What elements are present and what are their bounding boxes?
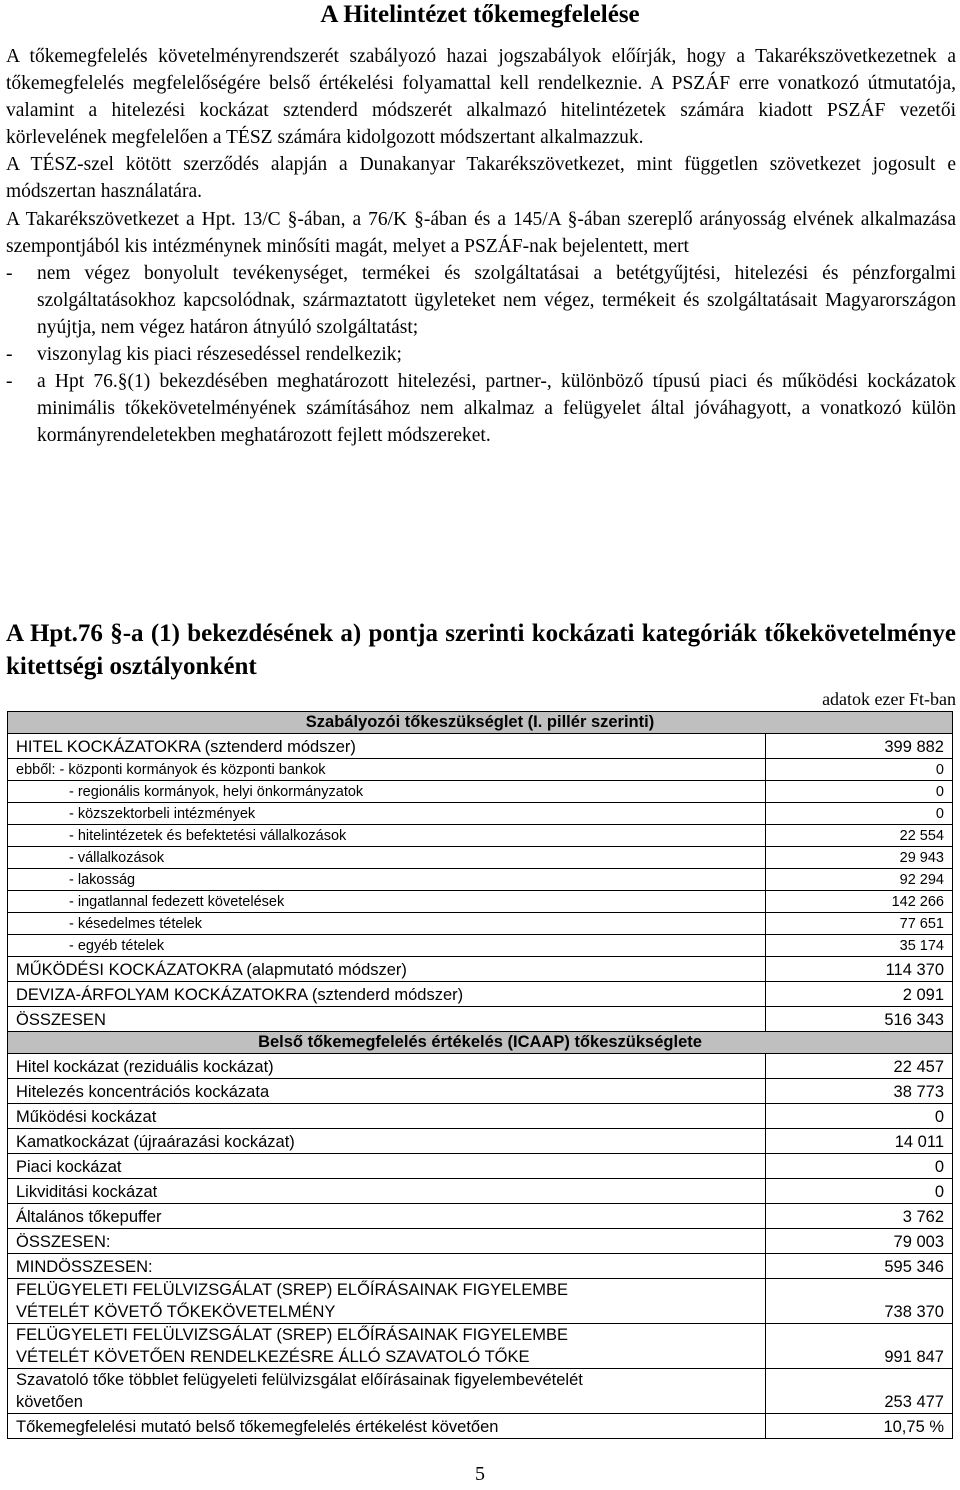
bullet-item (6, 341, 956, 368)
row-value: 77 651 (766, 913, 953, 935)
row-value: 0 (766, 803, 953, 825)
row-label: HITEL KOCKÁZATOKRA (sztenderd módszer) (8, 734, 766, 759)
row-label-line: VÉTELÉT KÖVETŐ TŐKEKÖVETELMÉNY (16, 1303, 336, 1321)
table-row (8, 1129, 953, 1154)
row-value: 22 457 (766, 1054, 953, 1079)
row-label: - közszektorbeli intézmények (8, 803, 766, 825)
row-label: Piaci kockázat (8, 1154, 766, 1179)
row-value: 92 294 (766, 869, 953, 891)
row-value: 114 370 (766, 957, 953, 982)
row-label: - hitelintézetek és befektetési vállalkozások (8, 825, 766, 847)
table-row (8, 1154, 953, 1179)
row-value: 3 762 (766, 1204, 953, 1229)
table-section-header (8, 712, 953, 734)
row-label: MŰKÖDÉSI KOCKÁZATOKRA (alapmutató módszer) (8, 957, 766, 982)
row-label: DEVIZA-ÁRFOLYAM KOCKÁZATOKRA (sztenderd módszer) (8, 982, 766, 1007)
table-row (8, 1104, 953, 1129)
table-row (8, 847, 953, 869)
table-row (8, 1179, 953, 1204)
row-value: 38 773 (766, 1079, 953, 1104)
row-label: - vállalkozások (8, 847, 766, 869)
row-value: 0 (766, 1154, 953, 1179)
section-title-regulatory: Szabályozói tőkeszükséglet (I. pillér szerinti) (8, 712, 953, 734)
bullet-dash: - (6, 262, 13, 284)
row-label-line: VÉTELÉT KÖVETŐEN RENDELKEZÉSRE ÁLLÓ SZAVATOLÓ TŐKE (16, 1348, 530, 1366)
row-label: Kamatkockázat (újraárazási kockázat) (8, 1129, 766, 1154)
bullet-item (6, 368, 956, 449)
table-row (8, 1369, 953, 1414)
page-title: A Hitelintézet tőkemegfelelése (320, 1, 640, 28)
table-row (8, 935, 953, 957)
row-label: - ingatlannal fedezett követelések (8, 891, 766, 913)
capital-requirement-table (7, 711, 953, 1439)
row-label (8, 1369, 766, 1414)
row-label: ÖSSZESEN (8, 1007, 766, 1032)
row-value: 29 943 (766, 847, 953, 869)
row-label: - regionális kormányok, helyi önkormányzatok (8, 781, 766, 803)
row-value: 399 882 (766, 734, 953, 759)
row-label (8, 1324, 766, 1369)
row-value: 22 554 (766, 825, 953, 847)
table-row (8, 982, 953, 1007)
row-label-line: FELÜGYELETI FELÜLVIZSGÁLAT (SREP) ELŐÍRÁSAINAK FIGYELEMBE (16, 1281, 568, 1299)
row-label: - lakosság (8, 869, 766, 891)
row-label-line: követően (16, 1393, 83, 1411)
table-row (8, 1414, 953, 1439)
table-row (8, 734, 953, 759)
table-row (8, 1054, 953, 1079)
bullet-dash: - (6, 344, 13, 366)
row-label-line: FELÜGYELETI FELÜLVIZSGÁLAT (SREP) ELŐÍRÁSAINAK FIGYELEMBE (16, 1326, 568, 1344)
table-row (8, 759, 953, 781)
bullet-text: nem végez bonyolult tevékenységet, termékei és szolgáltatásai a betétgyűjtési, hitelezési és pénzforgalmi szolgáltatásokhoz kapcsolódnak, származtatott ügyleteket nem végez, termékeit és szolgáltatásait Magyarországon nyújtja, nem végez határon átnyúló szolgáltatást; (37, 262, 956, 338)
bullet-dash: - (6, 371, 13, 393)
row-value: 516 343 (766, 1007, 953, 1032)
row-value: 991 847 (766, 1324, 953, 1369)
row-value: 595 346 (766, 1254, 953, 1279)
row-label-line: Szavatoló tőke többlet felügyeleti felülvizsgálat előírásainak figyelembevételét (16, 1371, 583, 1389)
row-label: Általános tőkepuffer (8, 1204, 766, 1229)
row-label: Tőkemegfelelési mutató belső tőkemegfelelés értékelést követően (8, 1414, 766, 1439)
table-row (8, 1324, 953, 1369)
row-value: 0 (766, 759, 953, 781)
row-value: 0 (766, 1104, 953, 1129)
section-heading: A Hpt.76 §-a (1) bekezdésének a) pontja szerinti kockázati kategóriák tőkekövetelménye kitettségi osztályonként (6, 620, 956, 680)
table-row (8, 1229, 953, 1254)
row-value: 14 011 (766, 1129, 953, 1154)
row-value: 0 (766, 1179, 953, 1204)
row-value: 738 370 (766, 1279, 953, 1324)
bullet-text: viszonylag kis piaci részesedéssel rendelkezik; (37, 344, 402, 366)
paragraph-tesz: A TÉSZ-szel kötött szerződés alapján a Dunakanyar Takarékszövetkezet, mint független szövetkezet jogosult e módszertan használatára. (6, 154, 956, 203)
table-row (8, 803, 953, 825)
table-row (8, 913, 953, 935)
table-row (8, 1254, 953, 1279)
row-label: ÖSSZESEN: (8, 1229, 766, 1254)
table-row (8, 891, 953, 913)
row-value: 79 003 (766, 1229, 953, 1254)
row-label: - egyéb tételek (8, 935, 766, 957)
bullet-text: a Hpt 76.§(1) bekezdésében meghatározott hitelezési, partner-, különböző típusú piaci és működési kockázatok minimális tőkekövetelményének számításához nem alkalmaz a felügyelet által jóváhagyott, a vonatkozó külön kormányrendeletekben meghatározott fejlett módszereket. (37, 371, 956, 447)
row-value: 0 (766, 781, 953, 803)
row-label: ebből: - központi kormányok és központi bankok (8, 759, 766, 781)
paragraph-intro: A tőkemegfelelés követelményrendszerét szabályozó hazai jogszabályok előírják, hogy a Takarékszövetkezetnek a tőkemegfelelés megfelelőségére belső értékelési folyamattal kell rendelkeznie. A PSZÁF erre vonatkozó útmutatója, valamint a hitelezési kockázat sztenderd módszerét alkalmazó hitelintézetek számára kiadott PSZÁF vezetői körlevelének megfelelően a TÉSZ számára kidolgozott módszertant alkalmazzuk. (6, 46, 956, 149)
bullet-item (6, 260, 956, 341)
row-label: MINDÖSSZESEN: (8, 1254, 766, 1279)
table-row (8, 1204, 953, 1229)
row-label: Működési kockázat (8, 1104, 766, 1129)
table-row (8, 869, 953, 891)
unit-note: adatok ezer Ft-ban (822, 689, 956, 709)
row-value: 142 266 (766, 891, 953, 913)
row-value: 253 477 (766, 1369, 953, 1414)
row-label: Hitelezés koncentrációs kockázata (8, 1079, 766, 1104)
table-row (8, 1279, 953, 1324)
row-label: - késedelmes tételek (8, 913, 766, 935)
row-value: 2 091 (766, 982, 953, 1007)
table-section-header (8, 1032, 953, 1054)
table-row (8, 1007, 953, 1032)
table-row (8, 825, 953, 847)
section-title-icaap: Belső tőkemegfelelés értékelés (ICAAP) tőkeszükséglete (8, 1032, 953, 1054)
row-label (8, 1279, 766, 1324)
row-value: 10,75 % (766, 1414, 953, 1439)
body-text (6, 43, 956, 449)
table-row (8, 1079, 953, 1104)
row-label: Likviditási kockázat (8, 1179, 766, 1204)
row-label: Hitel kockázat (reziduális kockázat) (8, 1054, 766, 1079)
paragraph-proportionality: A Takarékszövetkezet a Hpt. 13/C §-ában, a 76/K §-ában és a 145/A §-ában szereplő arányosság elvének alkalmazása szempontjából kis intézménynek minősíti magát, melyet a PSZÁF-nak bejelentett, mert (6, 208, 956, 257)
page-number: 5 (475, 1463, 485, 1485)
table-row (8, 957, 953, 982)
table-row (8, 781, 953, 803)
row-value: 35 174 (766, 935, 953, 957)
